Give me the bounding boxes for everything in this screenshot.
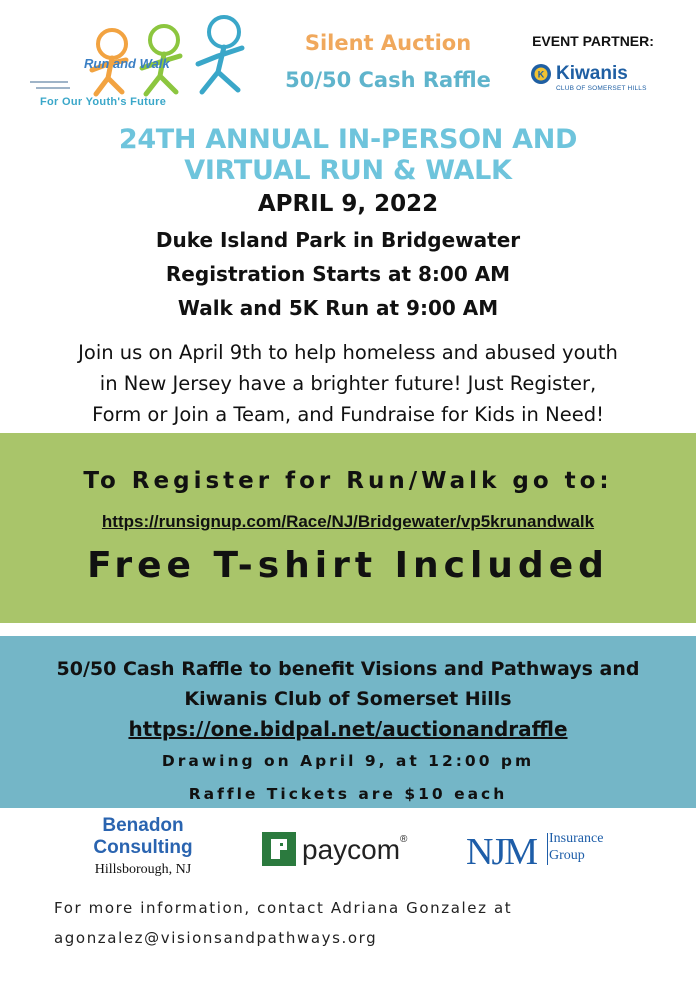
paycom-logo-text (302, 834, 407, 866)
benadon-logo-line2: Consulting (93, 837, 193, 858)
njm-divider (547, 833, 548, 865)
paycom-name: paycom (302, 834, 401, 865)
raffle-benefit-line: 50/50 Cash Raffle to benefit Visions and Pathways and (56, 658, 640, 680)
kiwanis-subtitle: CLUB OF SOMERSET HILLS (556, 85, 647, 92)
description-line: in New Jersey have a brighter future! Just Register, (99, 372, 597, 395)
event-location: Duke Island Park in Bridgewater (155, 228, 521, 252)
njm-subtitle-line1: Insurance (549, 831, 604, 846)
event-title-line2: VIRTUAL RUN & WALK (184, 155, 512, 186)
svg-text:K: K (537, 69, 545, 80)
registration-time: Registration Starts at 8:00 AM (165, 262, 511, 286)
benadon-location: Hillsborough, NJ (94, 862, 192, 877)
raffle-benefit-line: Kiwanis Club of Somerset Hills (184, 688, 512, 710)
logo-tagline: For Our Youth's Future (40, 96, 167, 108)
register-cta: To Register for Run/Walk go to: (83, 468, 613, 494)
event-date: APRIL 9, 2022 (257, 191, 439, 217)
silent-auction-heading: Silent Auction (304, 31, 472, 55)
paycom-mark-icon (262, 832, 296, 866)
benadon-logo-line1: Benadon (102, 815, 184, 836)
raffle-link[interactable]: https://one.bidpal.net/auctionandraffle (128, 717, 568, 741)
paycom-registered-mark: ® (400, 834, 408, 845)
description-line: Join us on April 9th to help homeless and abused youth (78, 341, 618, 364)
free-tshirt-banner: Free T-shirt Included (87, 545, 609, 586)
start-time: Walk and 5K Run at 9:00 AM (177, 296, 499, 320)
kiwanis-emblem-icon (530, 63, 552, 85)
event-title-line1: 24TH ANNUAL IN-PERSON AND (118, 124, 578, 155)
registration-link[interactable]: https://runsignup.com/Race/NJ/Bridgewater/vp5krunandwalk (101, 512, 595, 531)
description-line: Form or Join a Team, and Fundraise for Kids in Need! (92, 403, 604, 426)
raffle-ticket-price: Raffle Tickets are $10 each (188, 785, 508, 803)
kiwanis-name: Kiwanis (556, 63, 628, 84)
raffle-drawing-date: Drawing on April 9, at 12:00 pm (161, 752, 535, 770)
njm-logo: NJM (466, 831, 537, 873)
contact-email[interactable]: agonzalez@visionsandpathways.org (54, 929, 378, 947)
njm-subtitle-line2: Group (549, 848, 585, 863)
event-partner-label: EVENT PARTNER: (532, 33, 654, 49)
contact-line: For more information, contact Adriana Gonzalez at (54, 899, 513, 917)
cash-raffle-heading: 50/50 Cash Raffle (285, 68, 491, 92)
logo-title: Run and Walk (84, 56, 170, 71)
